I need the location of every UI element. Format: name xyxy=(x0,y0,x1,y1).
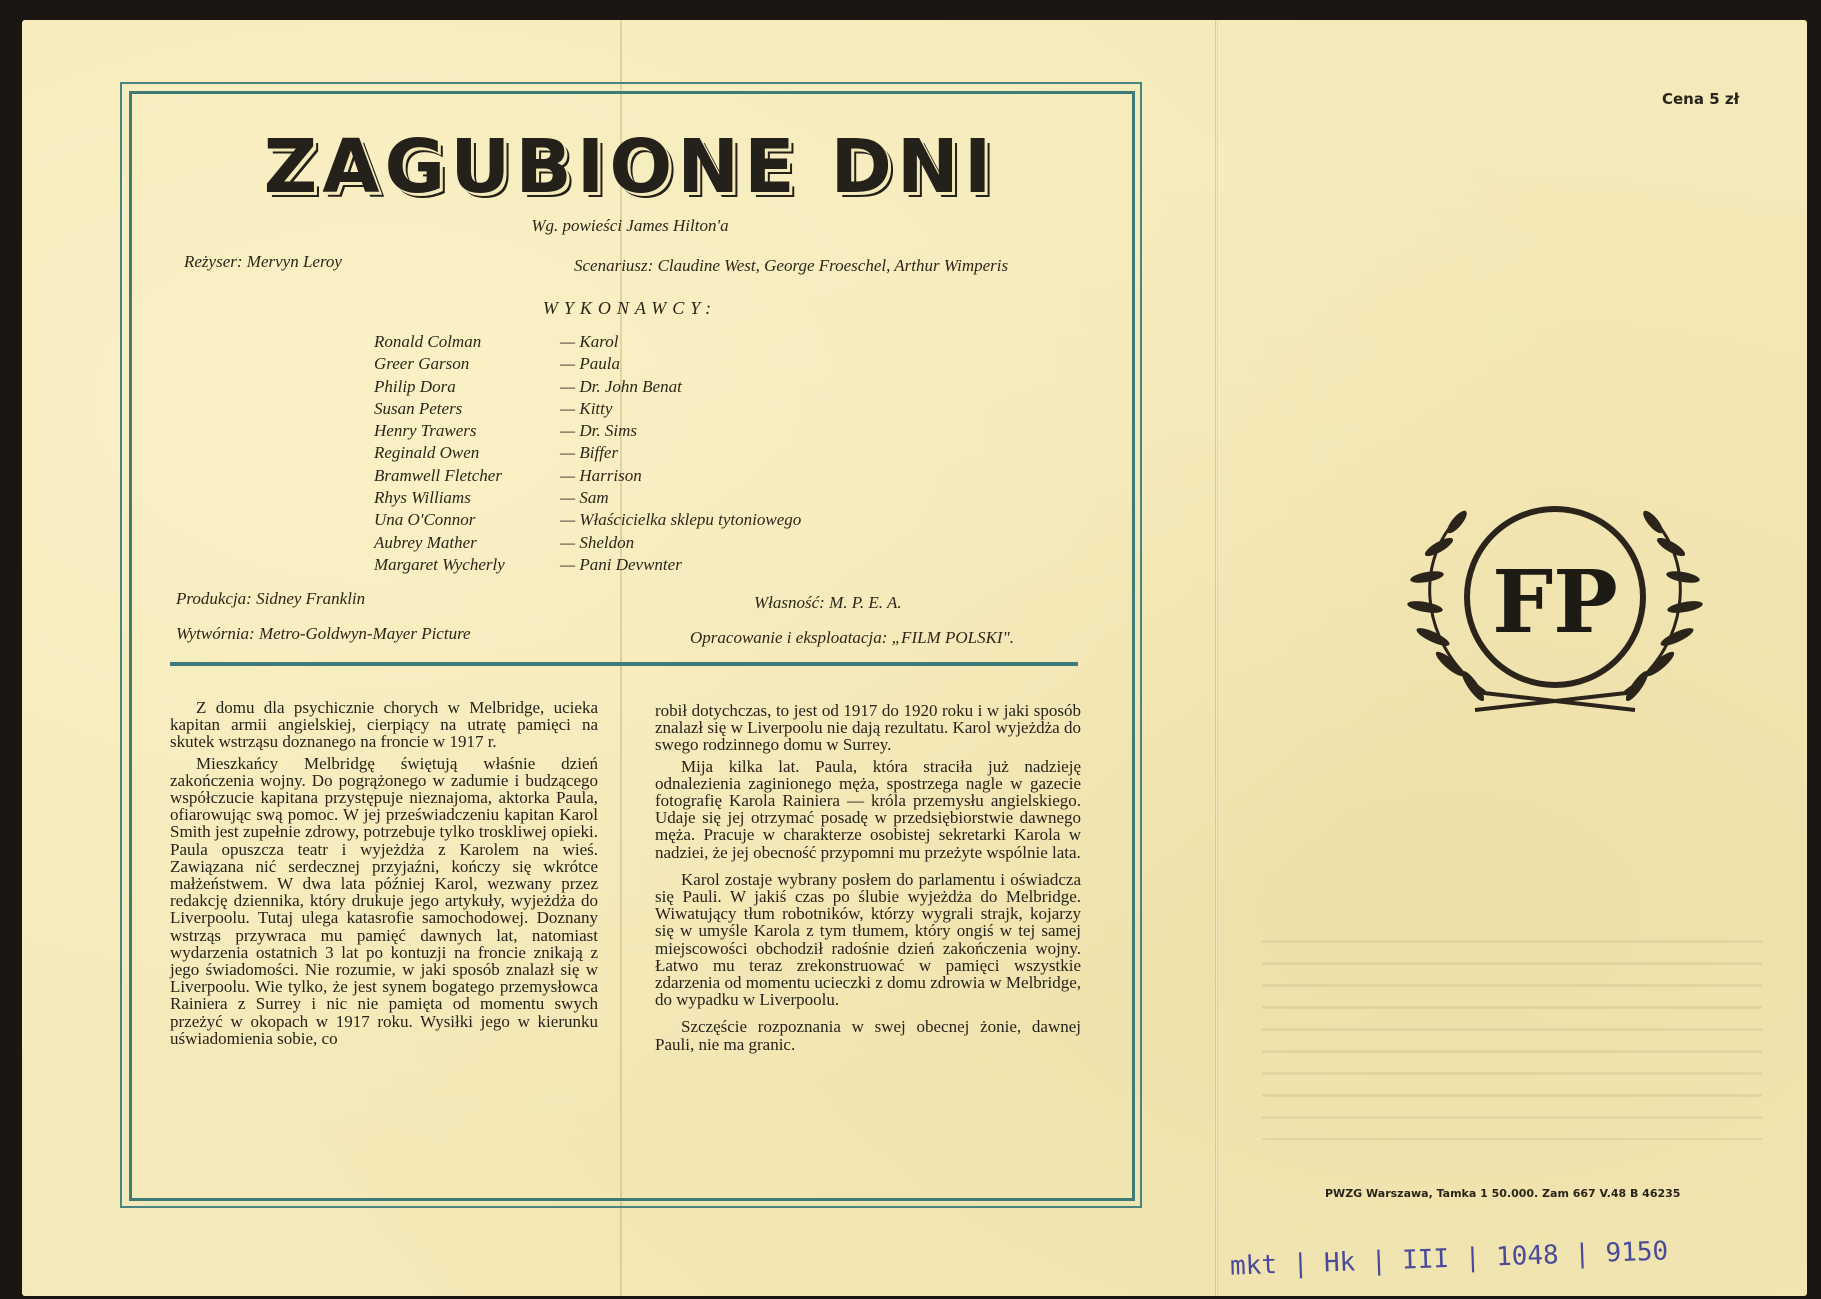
cast-actor: Rhys Williams xyxy=(374,488,471,508)
cast-row xyxy=(374,398,801,420)
cast-row xyxy=(374,532,801,554)
show-through-text xyxy=(1262,940,1762,1140)
story-paragraph: Mija kilka lat. Paula, która straciła już nadzieję odnalezienia zaginionego męża, spostrzega nagle w gazecie fotografię Karola Rainiera — króla przemysłu angielskiego. Udaje się jej otrzymać posadę w przedsiębiorstwie dawnego męża. Pracuje w charakterze osobistej sekretarki Karola w nadziei, że jej obecność przypomni mu przeżyte wspólnie lata. xyxy=(655,756,1081,862)
story-paragraph: robił dotychczas, to jest od 1917 do 1920 roku i w jaki sposób znalazł się w Liverpoolu nie dają rezultatu. Karol wyjeżdża do swego rodzinnego domu w Surrey. xyxy=(655,701,1081,755)
cast-role: — Dr. Sims xyxy=(560,421,637,441)
ownership-credit: Własność: M. P. E. A. xyxy=(754,593,902,612)
cast-role: — Harrison xyxy=(560,465,642,485)
story-paragraph: Szczęście rozpoznania w swej obecnej żonie, dawnej Pauli, nie ma granic. xyxy=(655,1017,1081,1054)
cast-actor: Philip Dora xyxy=(374,376,456,396)
cast-row xyxy=(374,376,801,398)
production-credit: Produkcja: Sidney Franklin xyxy=(176,589,366,608)
cast-row xyxy=(374,487,801,509)
distribution-credit: Opracowanie i eksploatacja: „FILM POLSKI". xyxy=(690,628,1014,647)
printer-imprint: PWZG Warszawa, Tamka 1 50.000. Zam 667 V.48 B 46235 xyxy=(1325,1187,1681,1200)
story-column-left xyxy=(170,699,598,1051)
cast-actor: Aubrey Mather xyxy=(374,532,477,552)
cast-role: — Biffer xyxy=(560,443,619,463)
screenplay-credit: Scenariusz: Claudine West, George Froeschel, Arthur Wimperis xyxy=(574,256,1009,275)
story-paragraph: Karol zostaje wybrany posłem do parlamentu i oświadcza się Pauli. W jakiś czas po ślubie wyjeżdża do Melbridge. Wiwatujący tłum robotników, którzy wygrali strajk, kojarzy się w umyśle Karola z tym tłumem, który ongiś w tej samej miejscowości obchodził radośnie dzień zakończenia wojny. Łatwo mu teraz zrekonstruować w pamięci wszystkie zdarzenia od momentu ucieczki z domu zdrowia w Melbridge, do wypadku w Liverpoolu. xyxy=(655,869,1081,1010)
panel-fold xyxy=(1215,20,1218,1296)
director-credit: Reżyser: Mervyn Leroy xyxy=(184,252,342,271)
studio-credit: Wytwórnia: Metro-Goldwyn-Mayer Picture xyxy=(176,624,471,643)
film-polski-logo xyxy=(1405,492,1705,732)
story-paragraph: Mieszkańcy Melbridgę świętują właśnie dzień zakończenia wojny. Do pogrążonego w zadumie i budzącego współczucie kapitana przystępuje nieznajoma, aktorka Paula, ofiarowując swą pomoc. W jej przeświadczeniu kapitan Karol Smith jest zupełnie zdrowy, potrzebuje tylko troskliwej opieki. Paula opuszcza teatr i wyjeżdża z Karolem na wieś. Zawiązana nić serdecznej przyjaźni, kończy się wkrótce małżeństwem. W dwa lata później Karol, wezwany przez redakcję dziennika, który drukuje jego artykuły, wyjeżdża do Liverpoolu. Tutaj ulega katasrofie samochodowej. Doznany wstrząs przywraca mu pamięć dawnych lat, natomiast wydarzenia ostatnich 3 lat po kontuzji na froncie znikają z jego świadomości. Nie rozumie, w jaki sposób znalazł się w Liverpoolu. Wie tylko, że jest synem bogatego przemysłowca Rainiera z Surrey i nic nie pamięta od momentu swych przeżyć w okopach w 1917 roku. Wysiłki jego w kierunku uświadomienia sobie, co xyxy=(170,753,598,1048)
cast-actor: Henry Trawers xyxy=(374,421,477,441)
cast-list xyxy=(374,331,801,576)
cast-row xyxy=(374,331,801,353)
cast-actor: Reginald Owen xyxy=(374,443,480,463)
cast-role: — Karol xyxy=(560,332,619,351)
cast-row xyxy=(374,353,801,375)
logo-letters: FP xyxy=(1492,552,1618,653)
cast-role: — Właścicielka sklepu tytoniowego xyxy=(560,510,802,530)
cast-actor: Una O'Connor xyxy=(374,510,476,530)
cast-row xyxy=(374,420,801,442)
cast-actor: Susan Peters xyxy=(374,398,463,418)
cast-actor: Greer Garson xyxy=(374,354,470,374)
cast-role: — Paula xyxy=(560,354,620,374)
cast-row xyxy=(374,554,801,576)
cast-row xyxy=(374,465,801,487)
section-divider xyxy=(170,662,1078,666)
cast-actor: Bramwell Fletcher xyxy=(374,465,502,485)
novel-credit: Wg. powieści James Hilton'a xyxy=(531,216,729,235)
price-label: Cena 5 zł xyxy=(1662,90,1740,108)
cast-role: — Dr. John Benat xyxy=(560,376,682,396)
story-column-right xyxy=(655,702,1081,1057)
film-title: ZAGUBIONE DNI xyxy=(263,124,997,210)
cast-actor: Margaret Wycherly xyxy=(374,554,505,574)
cast-role: — Sheldon xyxy=(560,532,635,552)
cast-row xyxy=(374,442,801,464)
cast-role: — Kitty xyxy=(560,398,613,418)
cast-role: — Pani Devwnter xyxy=(560,554,682,574)
story-paragraph: Z domu dla psychicznie chorych w Melbridge, ucieka kapitan armii angielskiej, cierpiący na utratę pamięci na skutek wstrząsu doznanego na froncie w 1917 r. xyxy=(170,698,598,752)
cast-row xyxy=(374,509,801,531)
archive-stamp: mkt | Hk | III | 1048 | 9150 xyxy=(1229,1236,1669,1282)
cast-role: — Sam xyxy=(560,488,609,508)
cast-actor: Ronald Colman xyxy=(374,332,482,351)
cast-heading: WYKONAWCY: xyxy=(542,298,718,318)
